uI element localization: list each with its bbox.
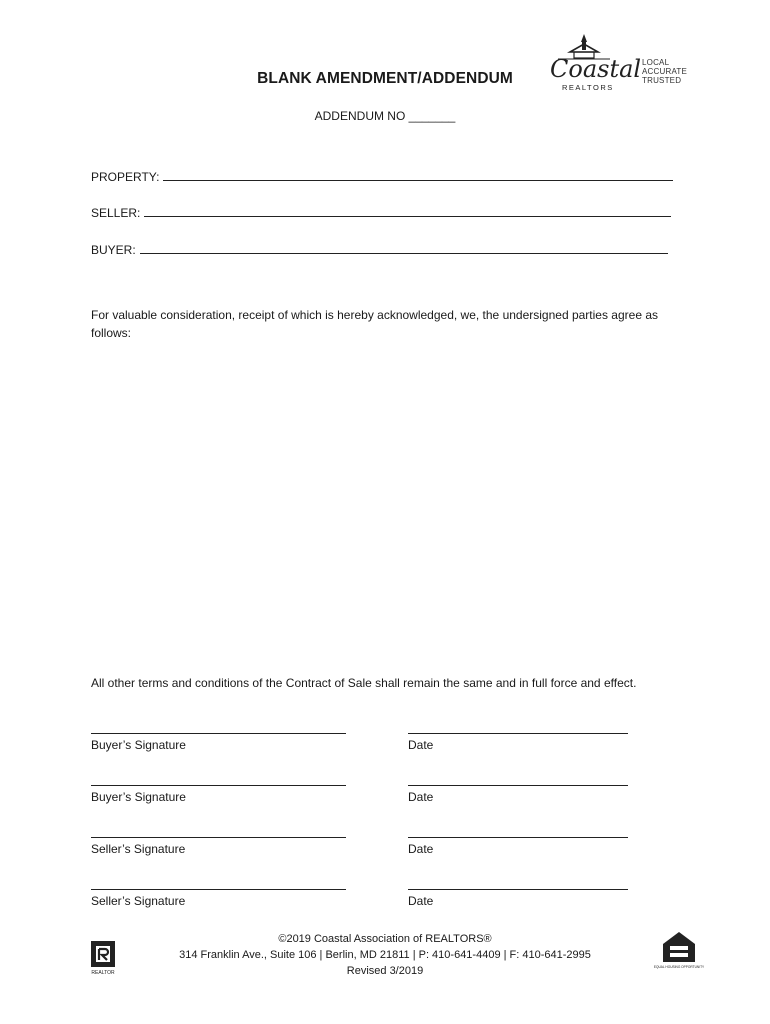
signature-line[interactable] <box>91 837 346 838</box>
date-label: Date <box>408 738 434 752</box>
date-line[interactable] <box>408 889 628 890</box>
consideration-paragraph: For valuable consideration, receipt of which is hereby acknowledged, we, the undersigned parties agree as follows: <box>91 308 658 340</box>
logo-tagline: LOCAL ACCURATE TRUSTED <box>642 58 688 85</box>
svg-text:EQUAL HOUSING OPPORTUNITY: EQUAL HOUSING OPPORTUNITY <box>653 965 705 969</box>
seller-field[interactable] <box>91 206 671 220</box>
date-line[interactable] <box>408 733 628 734</box>
signature-label: Seller’s Signature <box>91 894 186 908</box>
svg-text:Coastal: Coastal <box>550 55 642 83</box>
signature-line[interactable] <box>91 889 346 890</box>
date-label: Date <box>408 790 434 804</box>
date-line[interactable] <box>408 837 628 838</box>
equal-housing-icon <box>653 930 705 972</box>
buyer-line[interactable] <box>140 252 668 254</box>
footer-copyright: ©2019 Coastal Association of REALTORS® <box>278 933 492 945</box>
date-label: Date <box>408 842 434 856</box>
signature-line[interactable] <box>91 733 346 734</box>
seller-label: SELLER: <box>91 206 141 220</box>
addendum-number: ADDENDUM NO _______ <box>314 109 456 123</box>
footer-address: 314 Franklin Ave., Suite 106 | Berlin, MD 21811 | P: 410-641-4409 | F: 410-641-2995 <box>179 949 591 961</box>
buyer-field[interactable] <box>91 243 668 257</box>
seller-line[interactable] <box>144 215 671 217</box>
terms-paragraph: All other terms and conditions of the Contract of Sale shall remain the same and in full force and effect. <box>91 676 637 690</box>
buyer-label: BUYER: <box>91 243 136 257</box>
signature-label: Buyer’s Signature <box>91 738 186 752</box>
svg-text:REALTOR: REALTOR <box>91 970 115 976</box>
signature-label: Buyer’s Signature <box>91 790 186 804</box>
date-line[interactable] <box>408 785 628 786</box>
svg-text:REALTORS: REALTORS <box>562 83 614 92</box>
property-label: PROPERTY: <box>91 170 160 184</box>
property-field[interactable] <box>91 170 673 184</box>
realtor-mark-icon <box>88 940 118 976</box>
document-title: BLANK AMENDMENT/ADDENDUM <box>257 70 513 87</box>
signature-line[interactable] <box>91 785 346 786</box>
signature-label: Seller’s Signature <box>91 842 186 856</box>
date-label: Date <box>408 894 434 908</box>
property-line[interactable] <box>163 179 673 181</box>
footer-revised: Revised 3/2019 <box>346 965 424 977</box>
